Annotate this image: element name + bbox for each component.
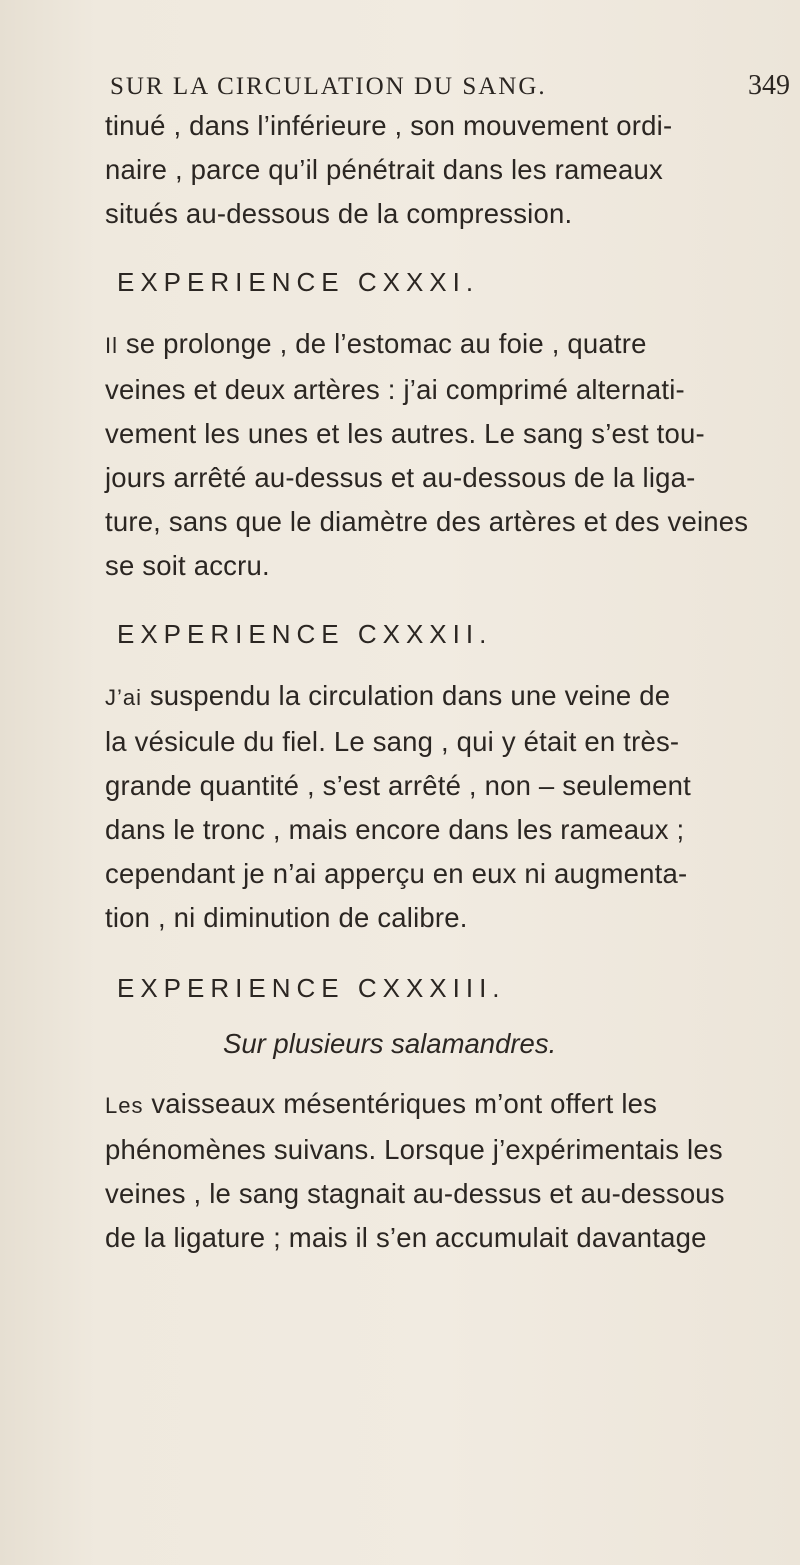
line-rest: se prolonge , de l’estomac au foie , quatre [118, 328, 647, 359]
intro-paragraph [105, 104, 795, 236]
running-title: SUR LA CIRCULATION DU SANG. [110, 73, 547, 100]
text-line: jours arrêté au-dessus et au-dessous de la liga- [105, 462, 696, 493]
text-line: grande quantité , s’est arrêté , non – seulement [105, 770, 691, 801]
experience-subtitle: Sur plusieurs salamandres. [223, 1028, 557, 1059]
lead-word: J’ai [105, 685, 143, 710]
text-line: phénomènes suivans. Lorsque j’expérimentais les [105, 1134, 723, 1165]
text-line: situés au-dessous de la compression. [105, 198, 573, 229]
text-line: cependant je n’ai apperçu en eux ni augmenta- [105, 858, 688, 889]
text-line: ture, sans que le diamètre des artères et des veines [105, 506, 749, 537]
text-line [105, 674, 795, 720]
running-header [110, 70, 790, 102]
text-line: vement les unes et les autres. Le sang s’est tou- [105, 418, 705, 449]
experience-paragraph-132 [105, 674, 795, 940]
text-line: de la ligature ; mais il s’en accumulait davantage [105, 1222, 707, 1253]
text-line: veines , le sang stagnait au-dessus et au-dessous [105, 1178, 725, 1209]
text-line: la vésicule du fiel. Le sang , qui y était en très- [105, 726, 680, 757]
experience-paragraph-131 [105, 322, 795, 588]
experience-paragraph-133 [105, 1082, 795, 1260]
experience-heading-133: EXPERIENCE CXXXIII. [117, 973, 506, 1003]
text-line: veines et deux artères : j’ai comprimé alternati- [105, 374, 685, 405]
lead-word: Il [105, 333, 118, 358]
page-text [105, 70, 795, 1260]
experience-heading-132: EXPERIENCE CXXXII. [117, 619, 493, 649]
line-rest: vaisseaux mésentériques m’ont offert les [143, 1088, 658, 1119]
experience-heading-131: EXPERIENCE CXXXI. [117, 267, 480, 297]
lead-word: Les [105, 1093, 144, 1118]
text-line: se soit accru. [105, 550, 270, 581]
text-line: naire , parce qu’il pénétrait dans les rameaux [105, 154, 663, 185]
text-line: dans le tronc , mais encore dans les rameaux ; [105, 814, 685, 845]
text-line: tinué , dans l’inférieure , son mouvement ordi- [105, 110, 673, 141]
text-line [105, 322, 795, 368]
text-line: tion , ni diminution de calibre. [105, 902, 468, 933]
line-rest: suspendu la circulation dans une veine de [142, 680, 671, 711]
page-number: 349 [748, 70, 790, 101]
text-line [105, 1082, 795, 1128]
